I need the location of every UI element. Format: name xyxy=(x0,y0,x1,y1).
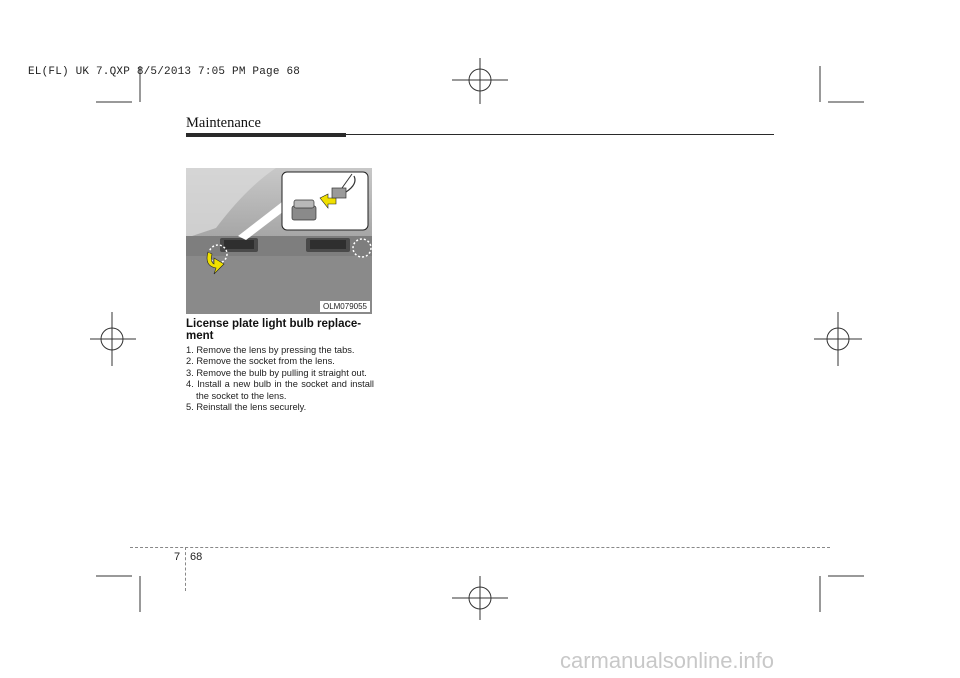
step-item: 3. Remove the bulb by pulling it straight out. xyxy=(186,367,367,378)
title-rule-line xyxy=(346,134,774,135)
footer-rule-vertical xyxy=(185,547,186,591)
step-item: 4. Install a new bulb in the socket and install the socket to the lens. xyxy=(186,379,374,401)
steps-list xyxy=(186,345,374,413)
chapter-number: 7 xyxy=(174,551,181,563)
license-plate-figure xyxy=(186,168,372,314)
step-item: 5. Reinstall the lens securely. xyxy=(186,402,307,413)
section-title: Maintenance xyxy=(186,115,261,131)
title-rule-dark xyxy=(186,133,346,137)
step-item: 1. Remove the lens by pressing the tabs. xyxy=(186,345,355,355)
section-heading: License plate light bulb replace-ment xyxy=(186,318,362,342)
step-item: 2. Remove the socket from the lens. xyxy=(186,356,335,367)
figure-code: OLM079055 xyxy=(320,301,370,312)
print-slug: EL(FL) UK 7.QXP 8/5/2013 7:05 PM Page 68 xyxy=(28,66,301,78)
page-number: 68 xyxy=(190,551,203,563)
footer-rule xyxy=(130,547,830,548)
license-plate-illustration xyxy=(186,168,372,314)
watermark: carmanualsonline.info xyxy=(560,648,775,673)
